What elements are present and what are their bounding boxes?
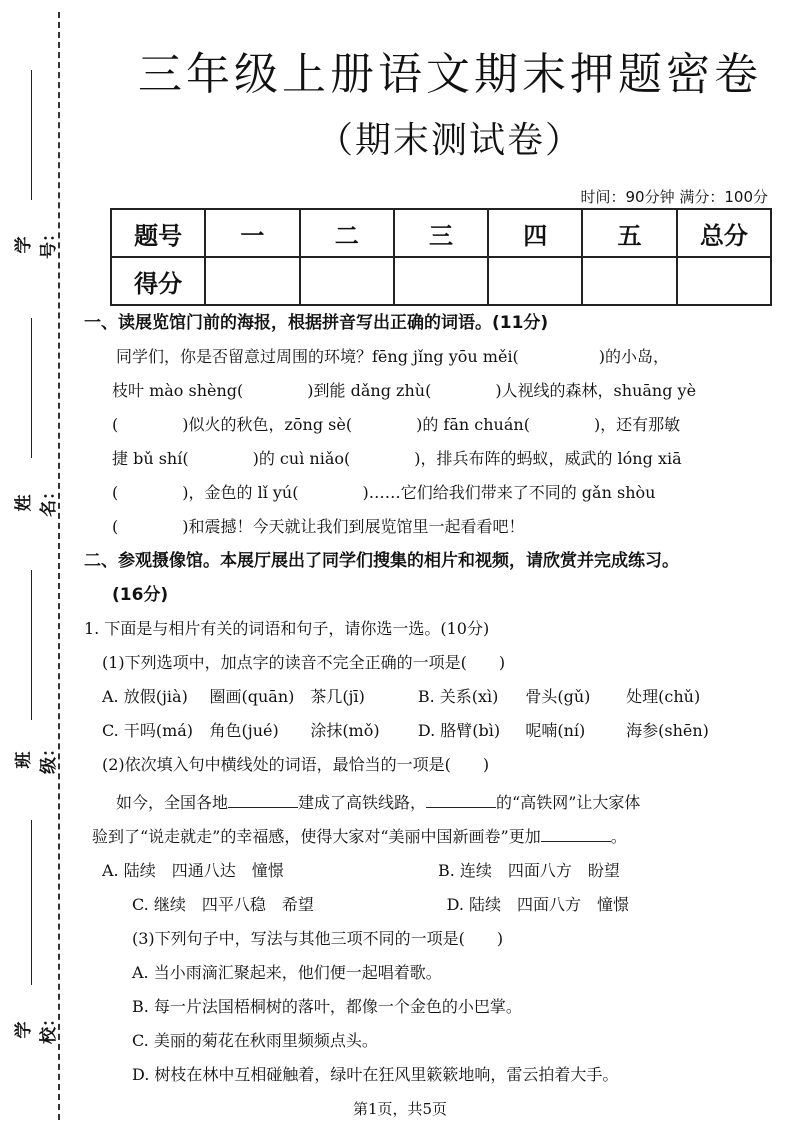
- option-item: A. 当小雨滴汇聚起来，他们便一起唱着歌。: [132, 963, 442, 982]
- score-header-cell: 总分: [677, 209, 771, 257]
- side-field-student-id: [14, 70, 59, 270]
- q1-1-options-row2: [84, 714, 774, 748]
- school-write-line[interactable]: [31, 820, 32, 985]
- score-header-cell: 四: [488, 209, 582, 257]
- section1-line: ( )似火的秋色，zōng sè( )的 fān chuán( )，还有那敏: [112, 415, 681, 434]
- fill-blank[interactable]: [541, 827, 611, 842]
- section1-heading: 一、读展览馆门前的海报，根据拼音写出正确的词语。(11分): [84, 313, 549, 333]
- question-1-1: (1)下列选项中，加点字的读音不完全正确的一项是( ): [102, 653, 506, 672]
- score-cell[interactable]: [677, 257, 771, 305]
- time-info: 时间：90分钟 满分：100分: [580, 188, 768, 206]
- score-header-cell: 题号: [111, 209, 205, 257]
- class-label: 班级：: [14, 740, 59, 774]
- section2-heading: 二、参观摄像馆。本展厅展出了同学们搜集的相片和视频，请欣赏并完成练习。: [84, 551, 679, 571]
- question-1: 1. 下面是与相片有关的词语和句子，请你选一选。(10分): [84, 619, 490, 638]
- fill-blank[interactable]: [228, 793, 298, 808]
- student-id-label: 学号：: [14, 225, 59, 259]
- option-item: 涂抹(mǒ): [310, 721, 380, 740]
- student-id-write-line[interactable]: [31, 70, 32, 200]
- score-header-cell: 二: [300, 209, 394, 257]
- question-1-3: (3)下列句子中，写法与其他三项不同的一项是( ): [132, 929, 504, 948]
- score-header-cell: 五: [582, 209, 676, 257]
- option-item: D. 树枝在林中互相碰触着，绿叶在狂风里簌簌地响，雷云拍着大手。: [132, 1065, 619, 1084]
- score-cell[interactable]: [394, 257, 488, 305]
- section1-line: ( )，金色的 lǐ yú( )……它们给我们带来了不同的 gǎn shòu: [112, 483, 656, 502]
- score-cell[interactable]: [205, 257, 299, 305]
- option-item: A. 放假(jià): [102, 687, 188, 706]
- option-item: 角色(jué): [209, 721, 279, 740]
- binding-dashed-line: [58, 12, 60, 1120]
- option-item: 呢喃(ní): [525, 721, 586, 740]
- section1-line: 枝叶 mào shèng( )到能 dǎng zhù( )人视线的森林，shuāng yè: [112, 381, 697, 400]
- option-item: B. 关系(xì): [417, 687, 499, 706]
- page-title: 三年级上册语文期末押题密卷: [138, 49, 762, 100]
- option-item: 骨头(gǔ): [525, 687, 591, 706]
- score-row-label: 得分: [111, 257, 205, 305]
- q1-2-sentence-part: 如今，全国各地: [116, 793, 229, 812]
- q1-2-options-ab: [84, 854, 774, 888]
- school-label: 学校：: [14, 1010, 59, 1044]
- name-write-line[interactable]: [31, 318, 32, 458]
- option-item: A. 陆续 四通八达 憧憬: [102, 861, 284, 880]
- score-cell[interactable]: [488, 257, 582, 305]
- question-1-2: (2)依次填入句中横线处的词语，最恰当的一项是( ): [102, 755, 490, 774]
- q1-2-sentence-part: 验到了“说走就走”的幸福感，使得大家对“美丽中国新画卷”更加: [92, 827, 541, 846]
- fill-blank[interactable]: [426, 793, 496, 808]
- section1-line: 同学们，你是否留意过周围的环境？fēng jǐng yōu měi( )的小岛，: [116, 347, 670, 366]
- option-item: C. 干吗(má): [102, 721, 194, 740]
- side-field-name: [14, 318, 59, 528]
- score-cell[interactable]: [300, 257, 394, 305]
- q1-2-options-cd: [84, 888, 774, 922]
- q1-2-sentence-part: 的“高铁网”让大家体: [496, 793, 641, 812]
- option-item: 海参(shēn): [626, 721, 709, 740]
- side-field-class: [14, 570, 59, 790]
- option-item: D. 陆续 四面八方 憧憬: [446, 895, 630, 914]
- section2-points: (16分): [112, 585, 169, 605]
- option-item: B. 每一片法国梧桐树的落叶，都像一个金色的小巴掌。: [132, 997, 522, 1016]
- option-item: C. 继续 四平八稳 希望: [132, 895, 314, 914]
- score-table-header-row: [111, 209, 771, 257]
- section1-line: ( )和震撼！今天就让我们到展览馆里一起看看吧！: [112, 517, 525, 536]
- score-table: [110, 208, 772, 306]
- option-item: 处理(chǔ): [626, 687, 701, 706]
- score-header-cell: 一: [205, 209, 299, 257]
- option-item: D. 胳臂(bì): [417, 721, 501, 740]
- option-item: 茶几(jī): [310, 687, 365, 706]
- option-item: B. 连续 四面八方 盼望: [438, 861, 620, 880]
- option-item: C. 美丽的菊花在秋雨里频频点头。: [132, 1031, 378, 1050]
- page-subtitle: （期末测试卷）: [316, 120, 583, 161]
- score-cell[interactable]: [582, 257, 676, 305]
- exam-content: [84, 306, 774, 1092]
- score-table-score-row: [111, 257, 771, 305]
- name-label: 姓名：: [14, 483, 59, 517]
- class-write-line[interactable]: [31, 570, 32, 720]
- side-field-school: [14, 820, 59, 1060]
- q1-2-sentence-part: 建成了高铁线路，: [298, 793, 427, 812]
- q1-2-sentence: [84, 786, 774, 820]
- section1-line: 捷 bǔ shí( )的 cuì niǎo( )，排兵布阵的蚂蚁，威武的 lóng xiā: [112, 449, 682, 468]
- option-item: 圈画(quān): [209, 687, 295, 706]
- score-header-cell: 三: [394, 209, 488, 257]
- q1-2-sentence-cont: [84, 820, 774, 854]
- q1-1-options-row1: [84, 680, 774, 714]
- page-number: 第1页，共5页: [352, 1100, 448, 1118]
- q1-2-sentence-part: 。: [610, 827, 627, 846]
